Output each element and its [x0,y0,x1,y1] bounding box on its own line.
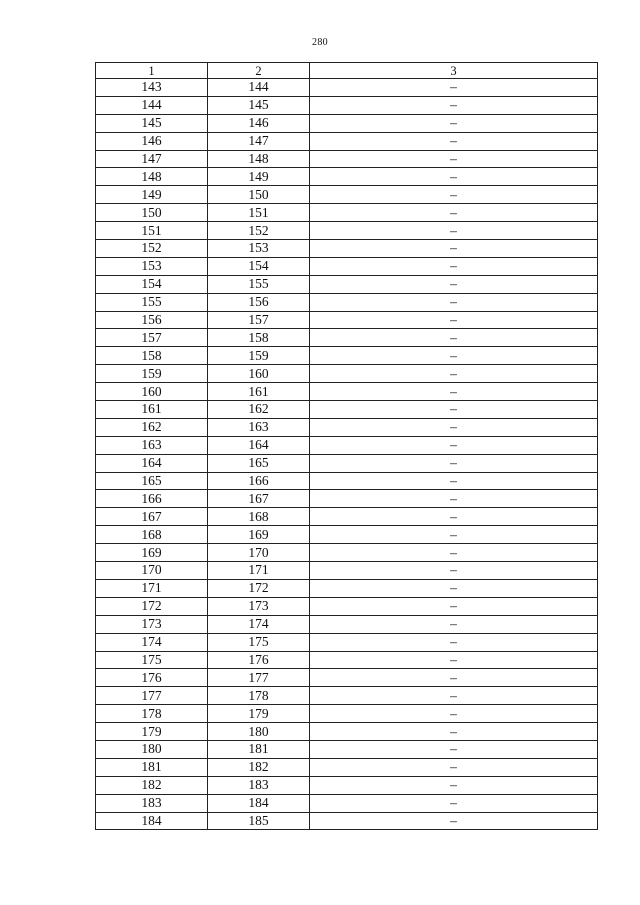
table-cell-col-2: 177 [208,669,310,687]
table-row [96,758,598,776]
table-row [96,401,598,419]
table-cell-col-2: 154 [208,257,310,275]
table-row [96,544,598,562]
table-row [96,633,598,651]
table-cell-col-3: – [310,579,598,597]
table-cell-col-1: 145 [96,114,208,132]
table-row [96,222,598,240]
table-cell-col-3: – [310,687,598,705]
table-cell-col-2: 185 [208,812,310,830]
table-cell-col-1: 156 [96,311,208,329]
table-cell-col-3: – [310,651,598,669]
table-cell-col-2: 159 [208,347,310,365]
table-cell-col-3: – [310,597,598,615]
table-cell-col-3: – [310,347,598,365]
table-cell-col-1: 162 [96,418,208,436]
table-cell-col-1: 177 [96,687,208,705]
page-number: 280 [312,37,328,48]
table-cell-col-2: 179 [208,705,310,723]
table-cell-col-1: 174 [96,633,208,651]
table-cell-col-2: 146 [208,114,310,132]
table-cell-col-2: 169 [208,526,310,544]
table-cell-col-3: – [310,776,598,794]
table-cell-col-3: – [310,812,598,830]
table-cell-col-1: 161 [96,401,208,419]
table-cell-col-3: – [310,150,598,168]
table-cell-col-1: 176 [96,669,208,687]
table-row [96,651,598,669]
table-cell-col-3: – [310,96,598,114]
table-row [96,150,598,168]
table-row [96,687,598,705]
table-cell-col-2: 178 [208,687,310,705]
table-row [96,293,598,311]
table-row [96,705,598,723]
table-cell-col-1: 167 [96,508,208,526]
table-cell-col-2: 184 [208,794,310,812]
table-cell-col-3: – [310,275,598,293]
table-row [96,329,598,347]
table-row [96,383,598,401]
table-cell-col-3: – [310,79,598,97]
table-cell-col-1: 151 [96,222,208,240]
table-cell-col-3: – [310,633,598,651]
table-cell-col-3: – [310,454,598,472]
table-cell-col-3: – [310,418,598,436]
table-cell-col-2: 147 [208,132,310,150]
table-row [96,96,598,114]
table-cell-col-1: 146 [96,132,208,150]
table-cell-col-2: 145 [208,96,310,114]
table-cell-col-3: – [310,472,598,490]
table-cell-col-2: 158 [208,329,310,347]
table-cell-col-3: – [310,311,598,329]
table-cell-col-2: 171 [208,562,310,580]
table-cell-col-2: 173 [208,597,310,615]
table-row [96,526,598,544]
table-cell-col-1: 179 [96,723,208,741]
table-cell-col-1: 172 [96,597,208,615]
table-row [96,740,598,758]
table-cell-col-3: – [310,257,598,275]
table-cell-col-2: 172 [208,579,310,597]
table-cell-col-1: 150 [96,204,208,222]
table-cell-col-1: 175 [96,651,208,669]
table-cell-col-3: – [310,794,598,812]
table-cell-col-2: 183 [208,776,310,794]
table-cell-col-2: 151 [208,204,310,222]
table-row [96,812,598,830]
table-cell-col-1: 164 [96,454,208,472]
column-header-1: 1 [96,63,208,79]
column-header-2: 2 [208,63,310,79]
table-cell-col-3: – [310,436,598,454]
table-cell-col-3: – [310,562,598,580]
table-cell-col-3: – [310,615,598,633]
table-cell-col-3: – [310,365,598,383]
table-cell-col-3: – [310,168,598,186]
table-cell-col-2: 182 [208,758,310,776]
table-cell-col-2: 152 [208,222,310,240]
table-row [96,579,598,597]
table-cell-col-3: – [310,705,598,723]
table-cell-col-1: 184 [96,812,208,830]
table-cell-col-1: 159 [96,365,208,383]
table-row [96,562,598,580]
table-cell-col-2: 165 [208,454,310,472]
table-cell-col-3: – [310,669,598,687]
table-cell-col-2: 168 [208,508,310,526]
table-row [96,490,598,508]
table-cell-col-2: 163 [208,418,310,436]
table-cell-col-1: 148 [96,168,208,186]
table-cell-col-2: 149 [208,168,310,186]
table-cell-col-1: 153 [96,257,208,275]
table-cell-col-1: 158 [96,347,208,365]
table-cell-col-1: 178 [96,705,208,723]
table-cell-col-2: 181 [208,740,310,758]
table-cell-col-3: – [310,383,598,401]
table-cell-col-3: – [310,490,598,508]
table-cell-col-1: 181 [96,758,208,776]
table-cell-col-3: – [310,508,598,526]
table-cell-col-2: 162 [208,401,310,419]
table-row [96,365,598,383]
table-cell-col-2: 160 [208,365,310,383]
table-cell-col-1: 169 [96,544,208,562]
table-row [96,454,598,472]
table-cell-col-3: – [310,132,598,150]
table-row [96,508,598,526]
table-row [96,311,598,329]
table-row [96,794,598,812]
table-cell-col-1: 155 [96,293,208,311]
table-cell-col-2: 175 [208,633,310,651]
table-cell-col-1: 166 [96,490,208,508]
table-row [96,472,598,490]
table-cell-col-1: 182 [96,776,208,794]
table-cell-col-1: 165 [96,472,208,490]
table-cell-col-2: 148 [208,150,310,168]
table-cell-col-3: – [310,526,598,544]
table-body [96,79,598,830]
table-cell-col-3: – [310,723,598,741]
table-cell-col-3: – [310,758,598,776]
data-table [95,62,598,830]
table-cell-col-1: 149 [96,186,208,204]
table-cell-col-2: 156 [208,293,310,311]
table-cell-col-1: 183 [96,794,208,812]
table-cell-col-3: – [310,240,598,258]
table-row [96,186,598,204]
table-cell-col-3: – [310,329,598,347]
table-cell-col-2: 180 [208,723,310,741]
table-cell-col-3: – [310,740,598,758]
table-row [96,723,598,741]
table-cell-col-3: – [310,222,598,240]
table-cell-col-1: 147 [96,150,208,168]
table-row [96,275,598,293]
table-cell-col-2: 176 [208,651,310,669]
table-cell-col-1: 180 [96,740,208,758]
table-cell-col-2: 155 [208,275,310,293]
table-cell-col-3: – [310,114,598,132]
table-cell-col-3: – [310,186,598,204]
table-row [96,132,598,150]
table-cell-col-1: 154 [96,275,208,293]
table-cell-col-1: 157 [96,329,208,347]
table-cell-col-2: 167 [208,490,310,508]
table-cell-col-2: 144 [208,79,310,97]
table-row [96,347,598,365]
table-header-row [96,63,598,79]
table-cell-col-2: 150 [208,186,310,204]
table-cell-col-1: 168 [96,526,208,544]
table-cell-col-1: 171 [96,579,208,597]
table-cell-col-2: 161 [208,383,310,401]
table-cell-col-3: – [310,204,598,222]
table-row [96,615,598,633]
table-cell-col-2: 166 [208,472,310,490]
table-cell-col-1: 170 [96,562,208,580]
table-row [96,669,598,687]
table-row [96,418,598,436]
table-cell-col-1: 152 [96,240,208,258]
table-cell-col-2: 174 [208,615,310,633]
column-header-3: 3 [310,63,598,79]
table-row [96,204,598,222]
table-cell-col-1: 143 [96,79,208,97]
table-cell-col-1: 144 [96,96,208,114]
table-row [96,114,598,132]
table-cell-col-2: 153 [208,240,310,258]
table-row [96,240,598,258]
table-cell-col-2: 157 [208,311,310,329]
table-cell-col-2: 164 [208,436,310,454]
table-row [96,597,598,615]
table-cell-col-1: 163 [96,436,208,454]
table-row [96,168,598,186]
table-cell-col-3: – [310,293,598,311]
table-row [96,436,598,454]
table-cell-col-1: 173 [96,615,208,633]
table-row [96,79,598,97]
table-row [96,776,598,794]
table-row [96,257,598,275]
table-cell-col-1: 160 [96,383,208,401]
table-cell-col-3: – [310,401,598,419]
table-cell-col-3: – [310,544,598,562]
table-cell-col-2: 170 [208,544,310,562]
